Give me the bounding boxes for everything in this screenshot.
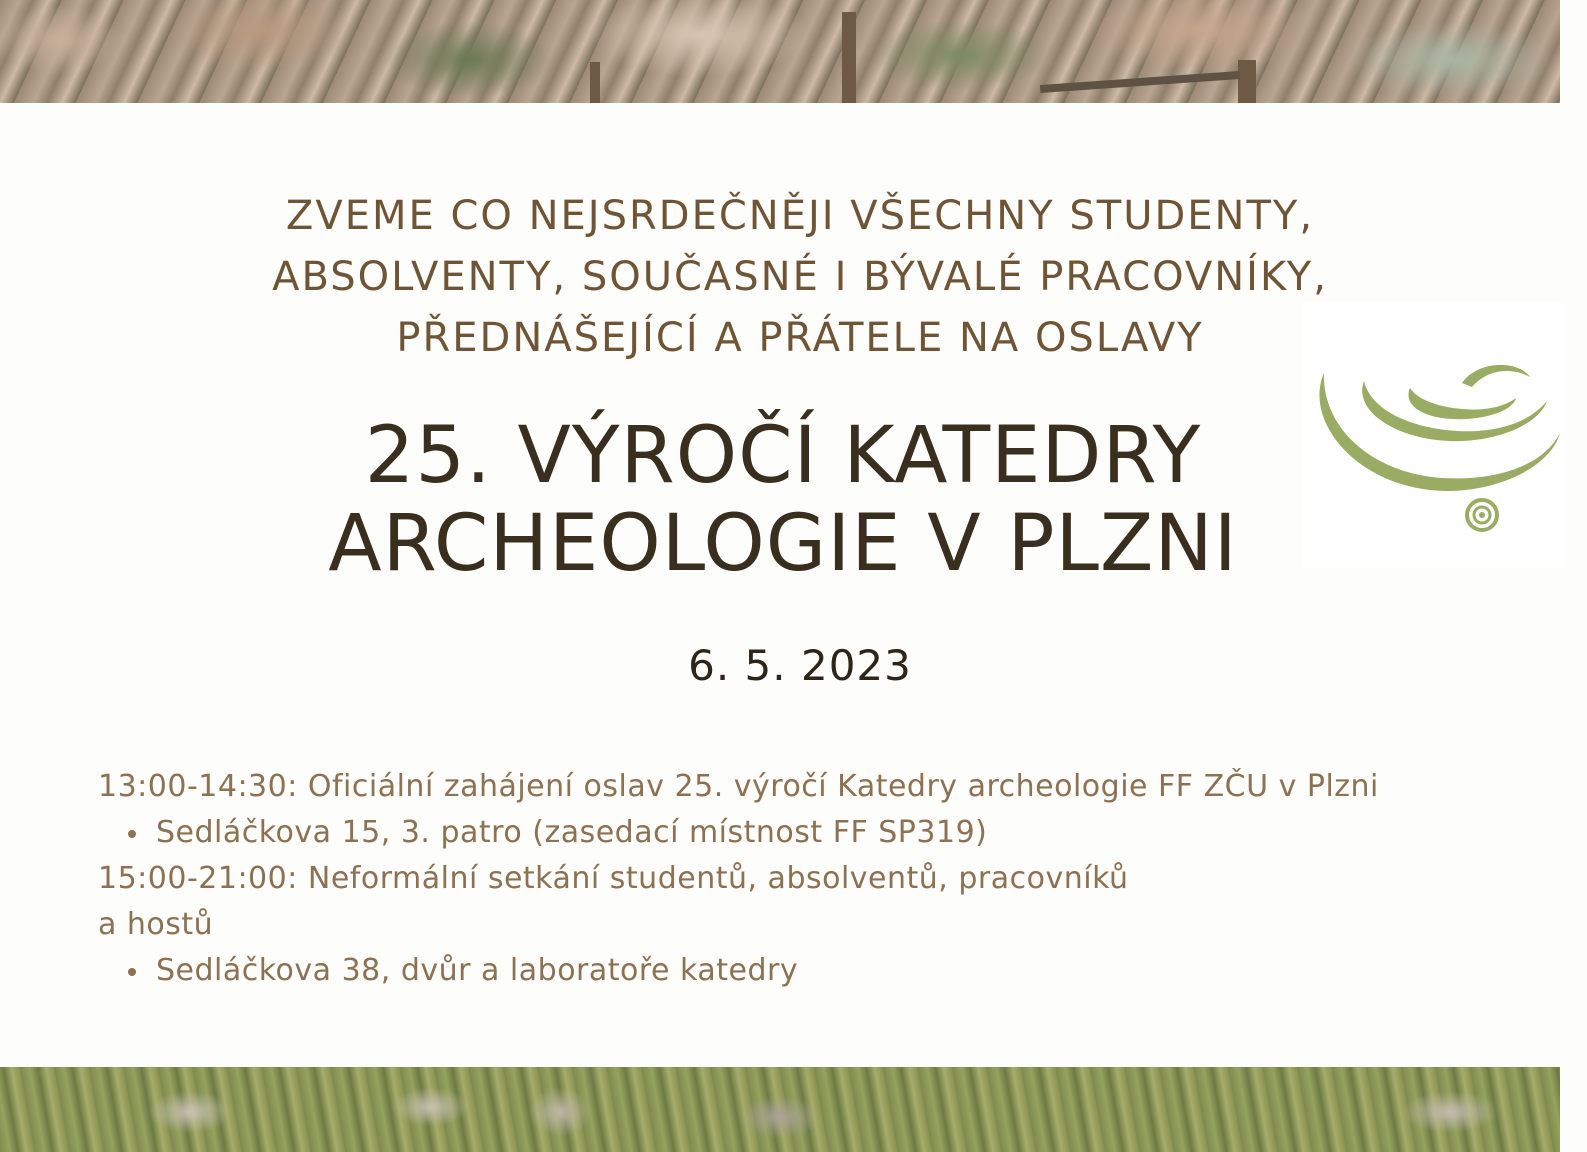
event-title-line-2: ARCHEOLOGIE V PLZNI	[328, 499, 1238, 589]
program-item-2-time-line-1: 15:00-21:00: Neformální setkání studentů, absolventů, pracovníků	[98, 861, 1129, 896]
event-title-line-1: 25. VÝROČÍ KATEDRY	[364, 411, 1202, 501]
program-item-1-time: 13:00-14:30: Oficiální zahájení oslav 25. výročí Katedry archeologie FF ZČU v Plzni	[98, 769, 1379, 804]
event-date: 6. 5. 2023	[688, 641, 912, 690]
invitation-line-3: PŘEDNÁŠEJÍCÍ A PŘÁTELE NA OSLAVY	[396, 315, 1204, 361]
program-item-1-location: Sedláčkova 15, 3. patro (zasedací místnost FF SP319)	[98, 810, 1518, 856]
invitation-text	[120, 186, 1480, 369]
program-item-2-time-line-2: a hostů	[98, 907, 214, 942]
event-program	[98, 764, 1518, 994]
header-photo	[0, 0, 1560, 103]
invitation-line-1: ZVEME CO NEJSRDEČNĚJI VŠECHNY STUDENTY,	[285, 193, 1315, 239]
event-title	[80, 412, 1486, 588]
program-item-2-location: Sedláčkova 38, dvůr a laboratoře katedry	[98, 948, 1518, 994]
invitation-line-2: ABSOLVENTY, SOUČASNÉ I BÝVALÉ PRACOVNÍKY,	[272, 254, 1328, 300]
footer-photo	[0, 1067, 1560, 1152]
